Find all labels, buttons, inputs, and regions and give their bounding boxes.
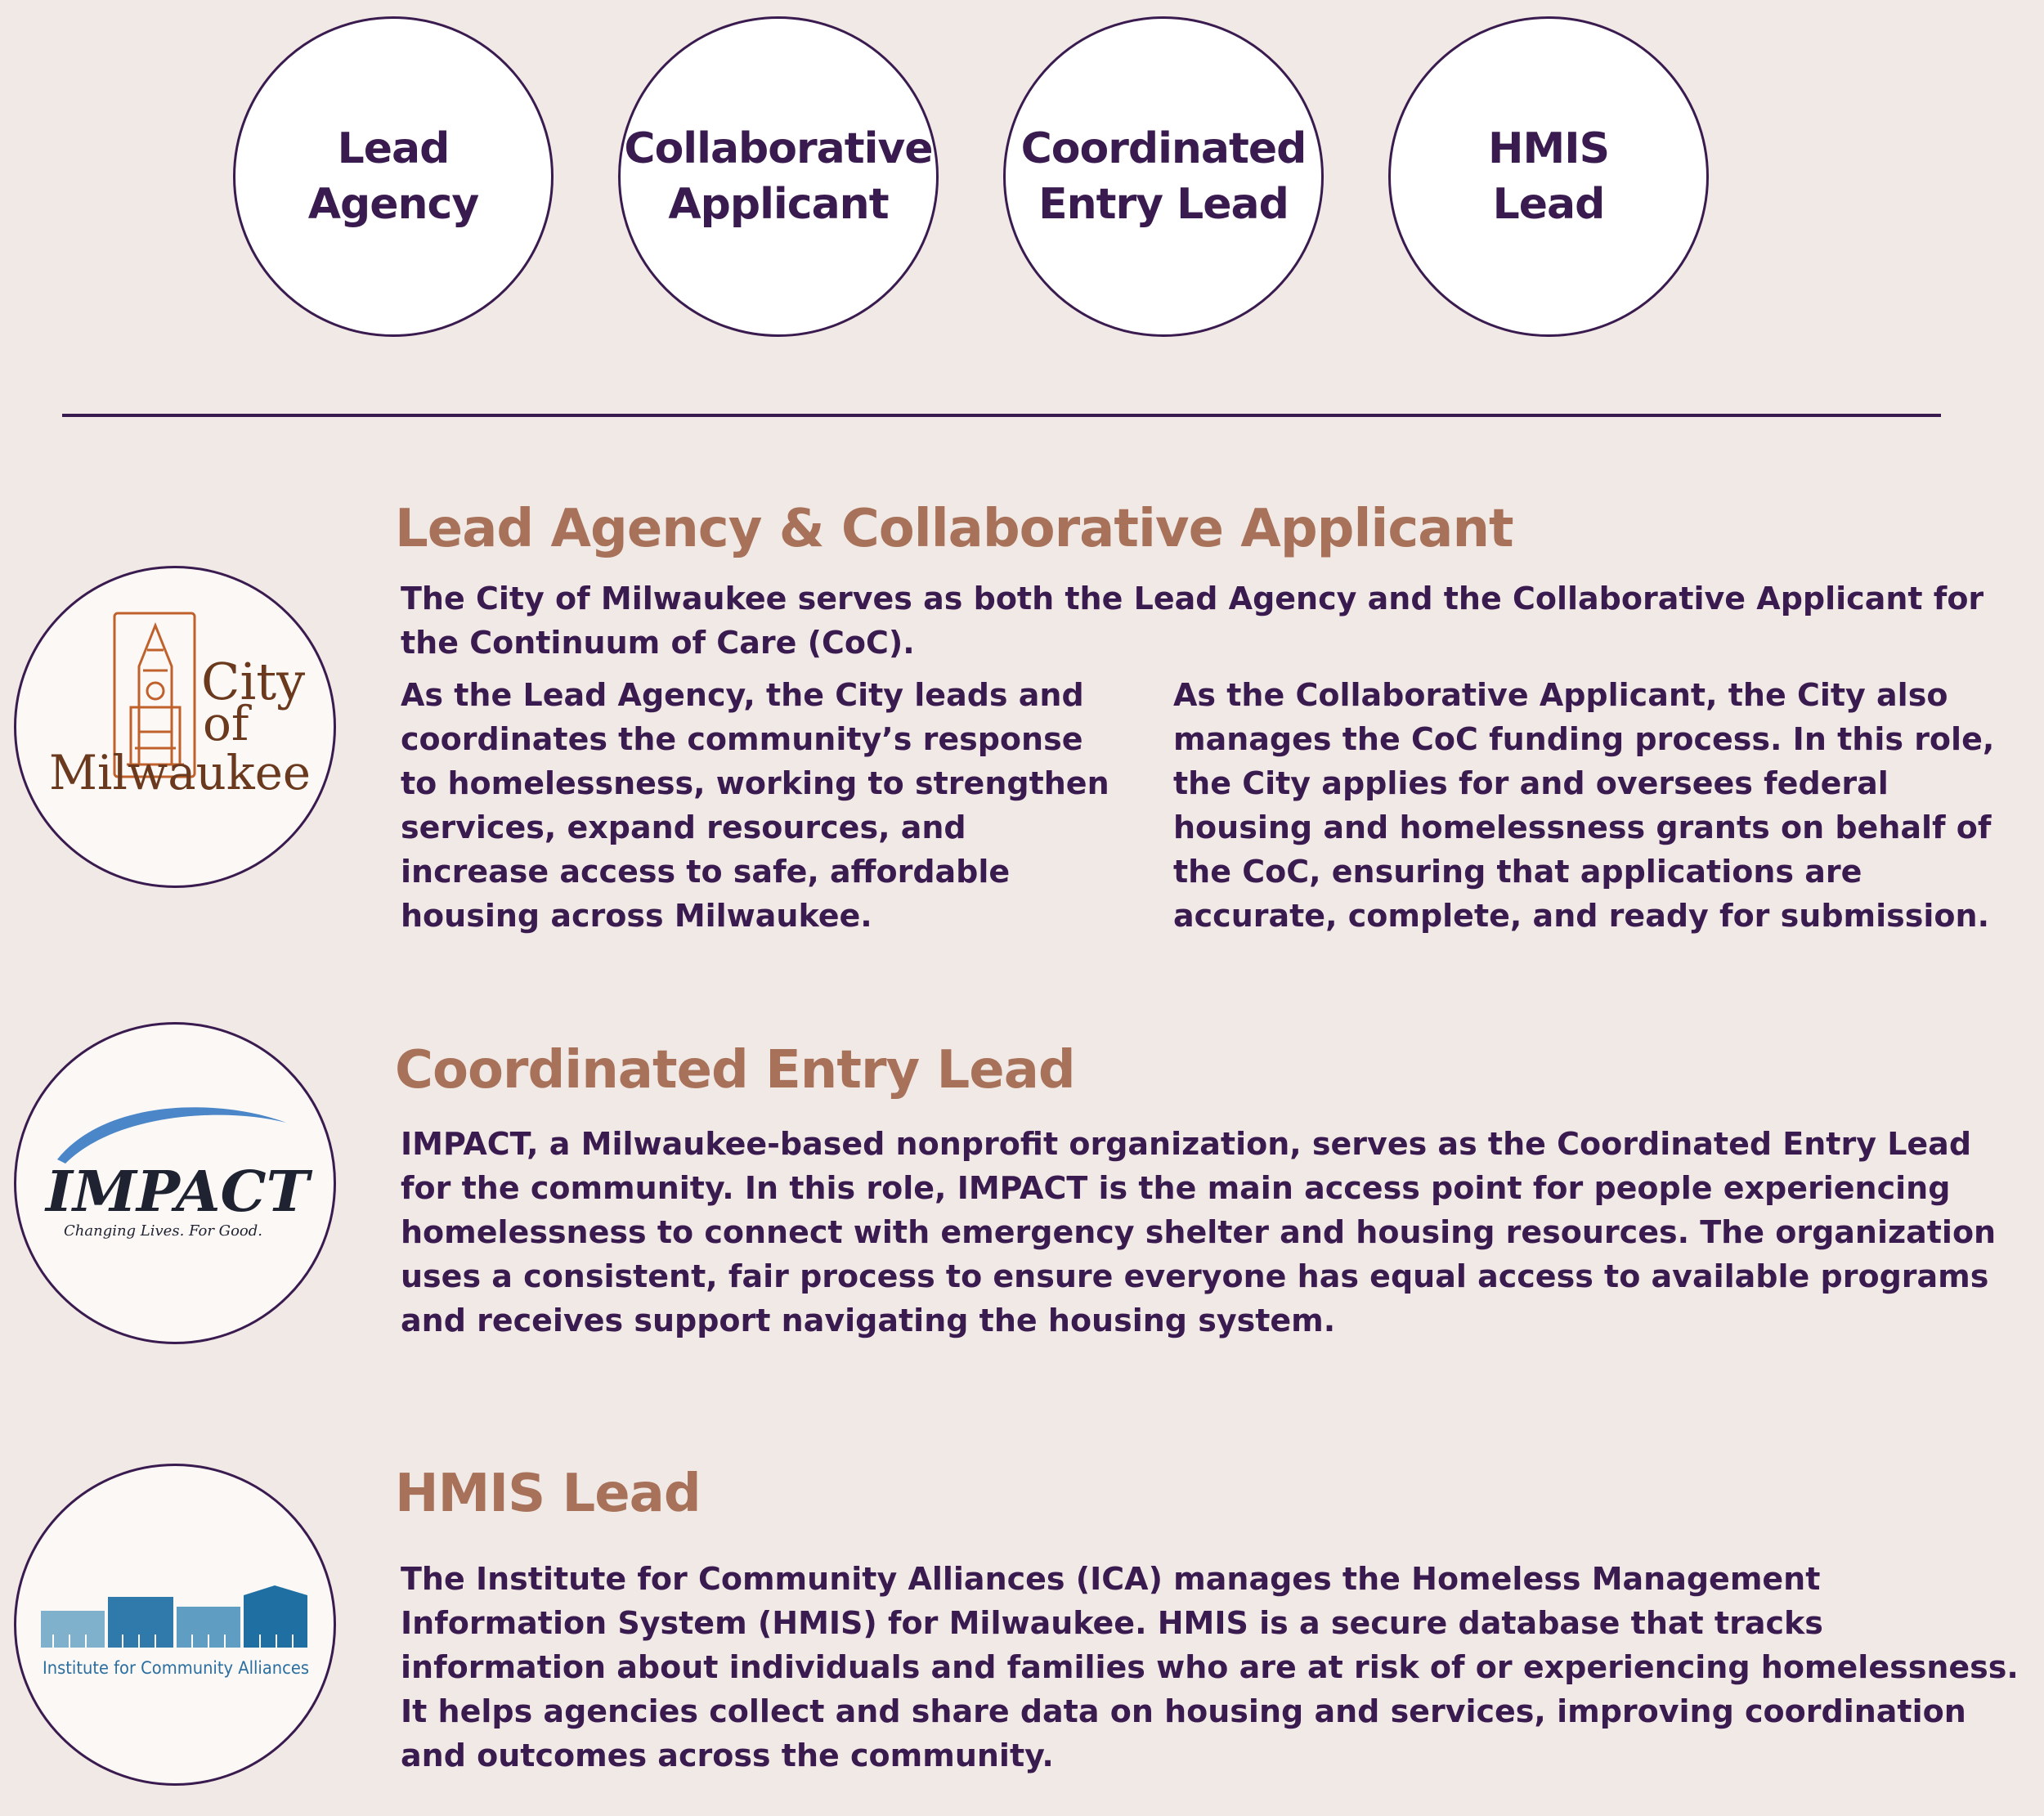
role-collaborative-applicant (618, 16, 939, 337)
role-coordinated-entry-lead (1003, 16, 1324, 337)
role-lead-agency (233, 16, 554, 337)
logo-city-text: City (201, 652, 306, 711)
coordinated-entry-body: IMPACT, a Milwaukee-based nonprofit organization, serves as the Coordinated Entry Lead for the community. In this role, IMPACT is the main access point for people experiencing homelessness to connect with emergency shelter and housing resources. The organization uses a consistent, fair process to ensure everyone has equal access to available programs and receives support navigating the housing system. (401, 1126, 1997, 1338)
impact-swoosh-icon (16, 1025, 334, 1342)
role-hmis-lead (1388, 16, 1709, 337)
role-label: Coordinated Entry Lead (1020, 124, 1307, 229)
logo-impact-tagline: Changing Lives. For Good. (64, 1222, 262, 1240)
logo-impact-text: IMPACT (43, 1159, 313, 1225)
city-of-milwaukee-logo (14, 566, 336, 888)
logo-of-text: of (203, 696, 249, 751)
lead-agency-col-right: As the Collaborative Applicant, the City also manages the CoC funding process. In this role, the City applies for and oversees federal housing and homelessness grants on behalf of the CoC, ensuring that applications are accurate, complete, and ready for submission. (1173, 677, 1995, 934)
lead-agency-heading: Lead Agency & Collaborative Applicant (395, 499, 1513, 559)
ica-buildings-icon (16, 1466, 334, 1783)
role-label: HMIS Lead (1487, 124, 1610, 229)
hmis-body: The Institute for Community Alliances (ICA) manages the Homeless Management Information System (HMIS) for Milwaukee. HMIS is a secure database that tracks information about individuals and families who are at risk of or experiencing homelessness. It helps agencies collect and share data on housing and services, improving coordination and outcomes across the community. (401, 1561, 2019, 1773)
lead-agency-intro: The City of Milwaukee serves as both the Lead Agency and the Collaborative Applicant for the Continuum of Care (CoC). (401, 581, 1984, 661)
coordinated-entry-heading: Coordinated Entry Lead (395, 1040, 1075, 1101)
role-label: Lead Agency (307, 124, 479, 229)
lead-agency-col-left: As the Lead Agency, the City leads and coordinates the community’s response to homelessness, working to strengthen services, expand resources, and increase access to safe, affordable housing across Milwaukee. (401, 677, 1109, 934)
logo-milwaukee-text: Milwaukee (49, 745, 311, 800)
impact-logo (14, 1022, 336, 1344)
hmis-heading: HMIS Lead (395, 1464, 701, 1524)
ica-logo (14, 1464, 336, 1786)
logo-ica-text: Institute for Community Alliances (43, 1658, 309, 1678)
city-hall-icon (16, 568, 334, 886)
divider (62, 414, 1941, 417)
role-label: Collaborative Applicant (624, 124, 933, 229)
